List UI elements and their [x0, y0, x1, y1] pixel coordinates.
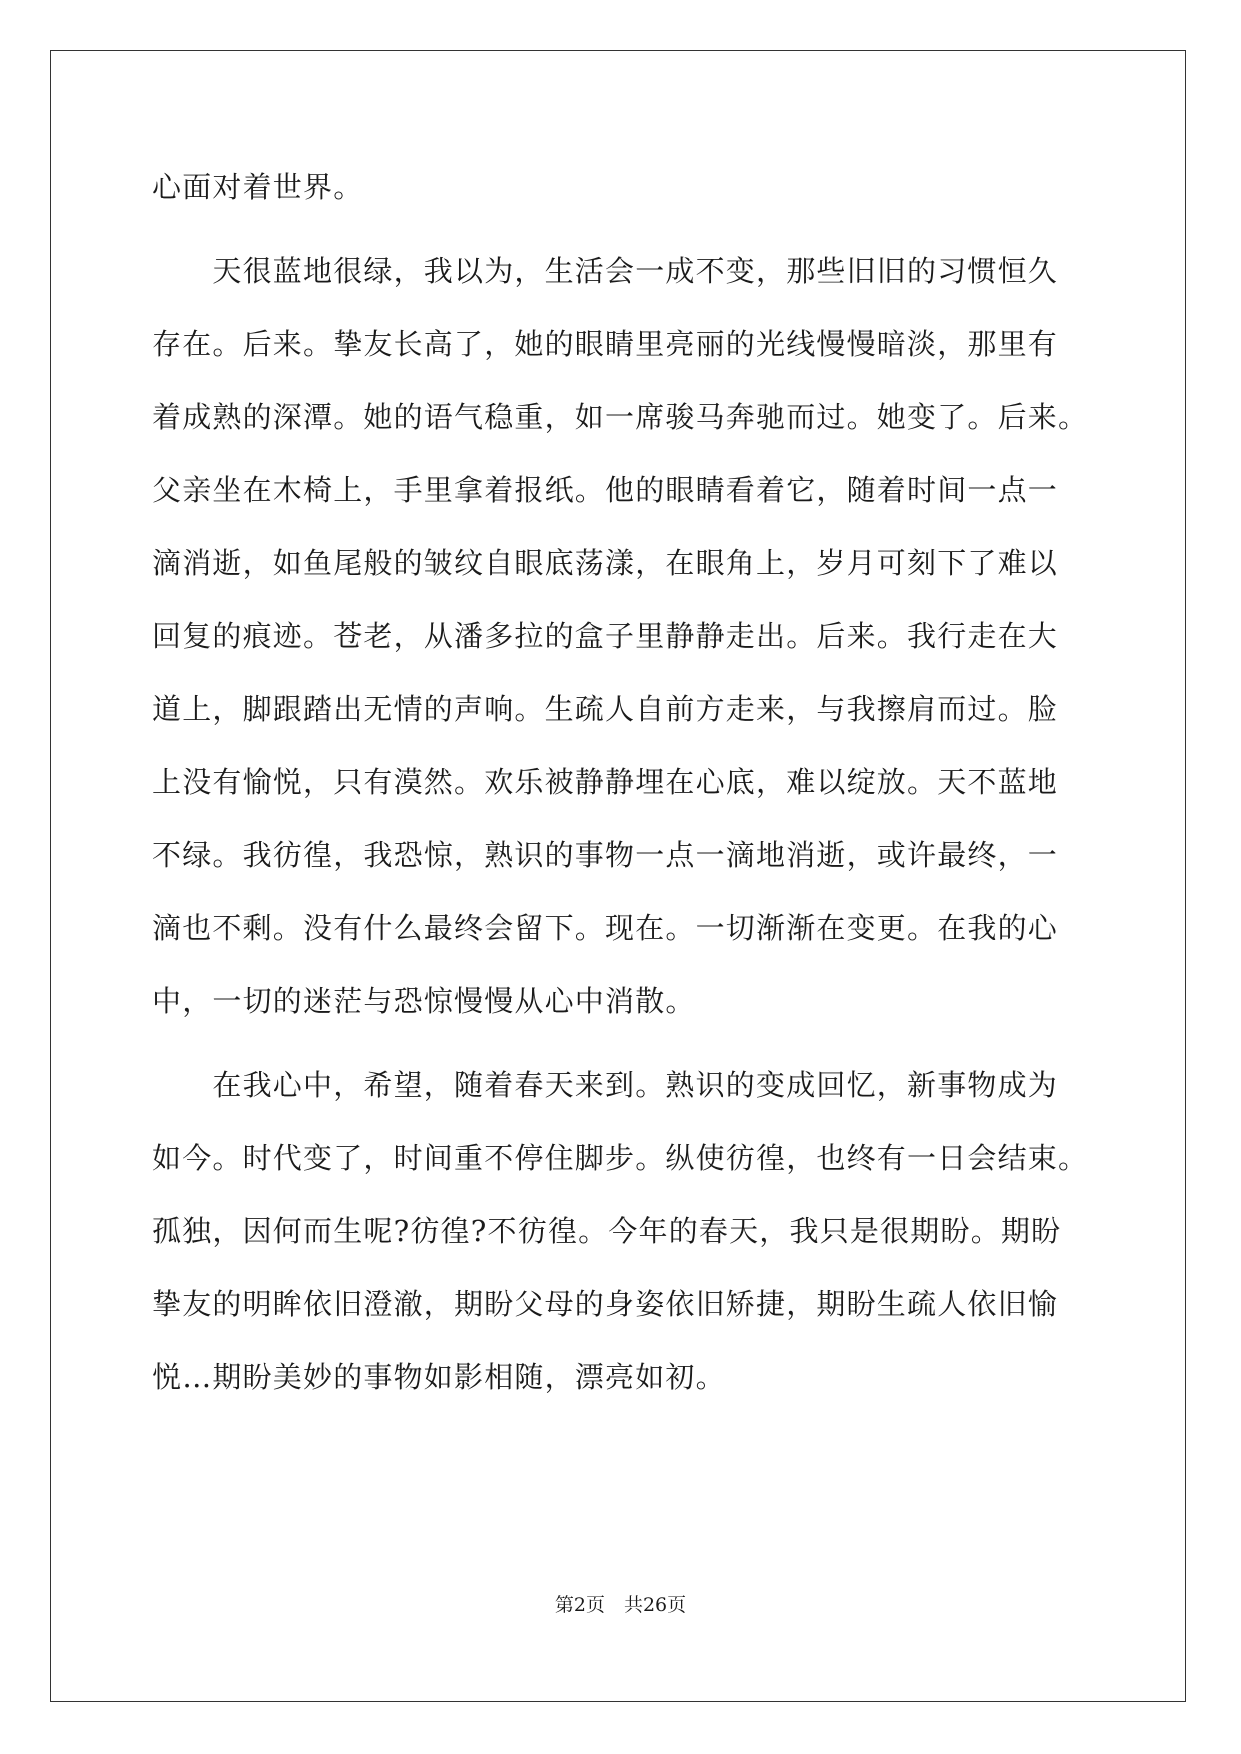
text-line: 上没有愉悦，只有漠然。欢乐被静静埋在心底，难以绽放。天不蓝地 — [152, 765, 1059, 799]
text-line: 回复的痕迹。苍老，从潘多拉的盒子里静静走出。后来。我行走在大 — [152, 619, 1059, 653]
text-line: 父亲坐在木椅上，手里拿着报纸。他的眼睛看着它，随着时间一点一 — [152, 473, 1059, 507]
text-line: 着成熟的深潭。她的语气稳重，如一席骏马奔驰而过。她变了。后来。 — [152, 400, 1089, 434]
text-line: 不绿。我彷徨，我恐惊，熟识的事物一点一滴地消逝，或许最终，一 — [152, 838, 1059, 872]
text-line: 滴也不剩。没有什么最终会留下。现在。一切渐渐在变更。在我的心 — [152, 911, 1059, 945]
text-line: 挚友的明眸依旧澄澈，期盼父母的身姿依旧矫捷，期盼生疏人依旧愉 — [152, 1287, 1059, 1321]
text-line: 滴消逝，如鱼尾般的皱纹自眼底荡漾，在眼角上，岁月可刻下了难以 — [152, 546, 1059, 580]
text-line: 在我心中，希望，随着春天来到。熟识的变成回忆，新事物成为 — [152, 1068, 1059, 1102]
text-line: 存在。后来。挚友长高了，她的眼睛里亮丽的光线慢慢暗淡，那里有 — [152, 327, 1059, 361]
text-line: 如今。时代变了，时间重不停住脚步。纵使彷徨，也终有一日会结束。 — [152, 1141, 1089, 1175]
text-line: 天很蓝地很绿，我以为，生活会一成不变，那些旧旧的习惯恒久 — [152, 254, 1059, 288]
text-line: 心面对着世界。 — [152, 170, 364, 204]
text-line: 孤独，因何而生呢?彷徨?不彷徨。今年的春天，我只是很期盼。期盼 — [152, 1214, 1062, 1248]
text-line: 悦…期盼美妙的事物如影相随，漂亮如初。 — [152, 1360, 726, 1394]
text-line: 道上，脚跟踏出无情的声响。生疏人自前方走来，与我擦肩而过。脸 — [152, 692, 1059, 726]
text-line: 中，一切的迷茫与恐惊慢慢从心中消散。 — [152, 984, 696, 1018]
page-number-footer: 第2页 共26页 — [554, 1594, 687, 1616]
